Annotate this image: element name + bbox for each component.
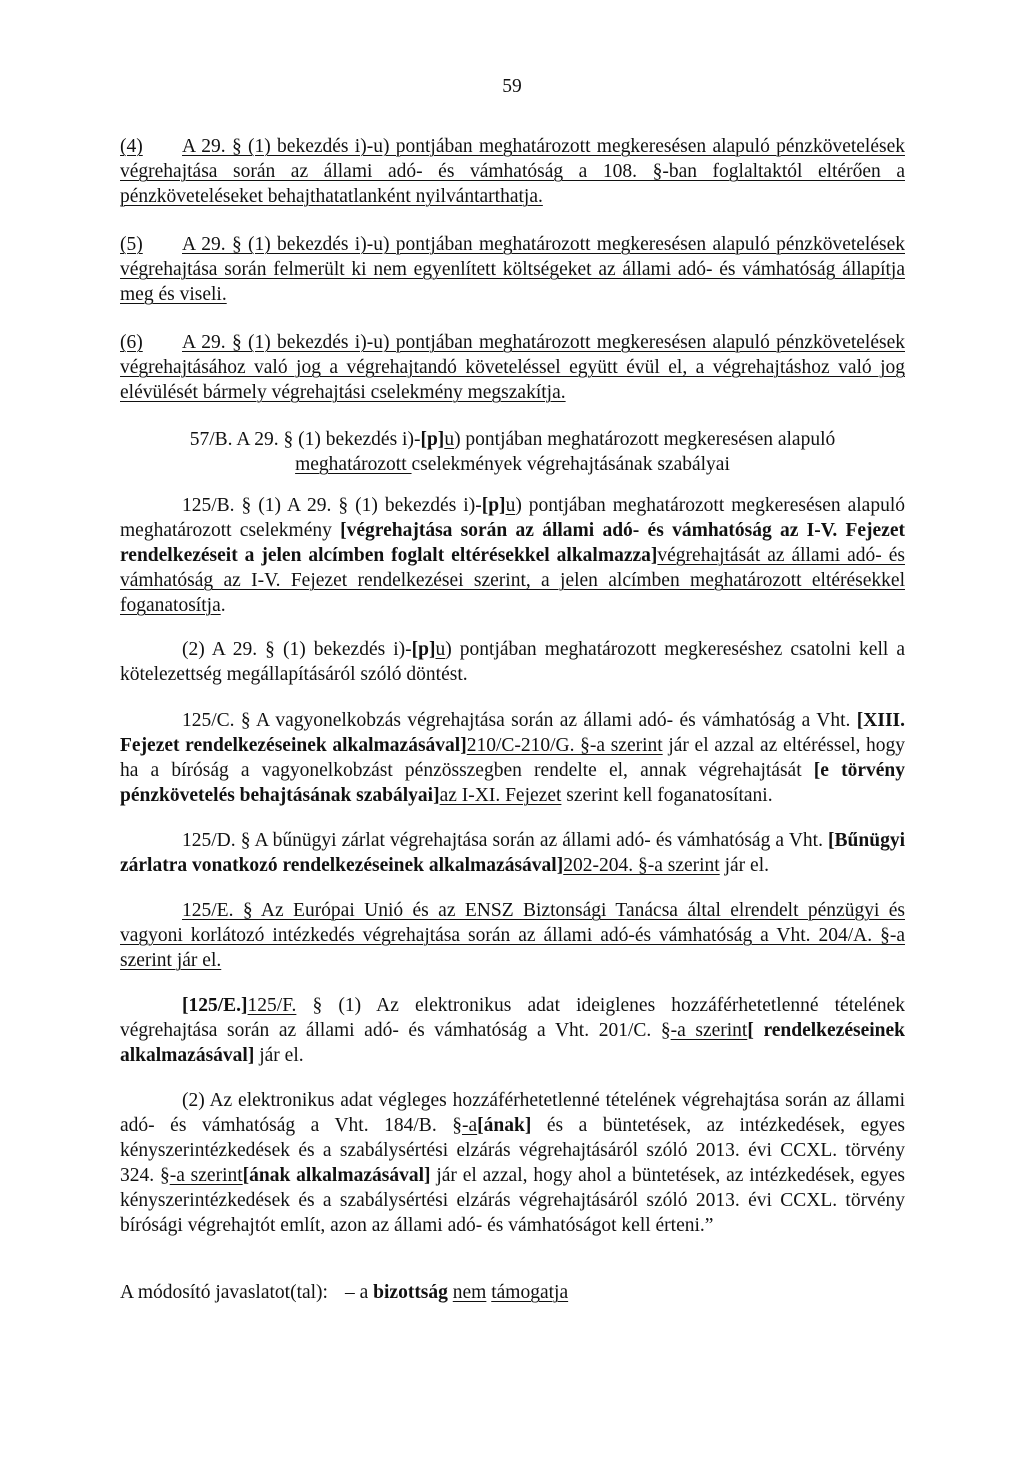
deleted-text: [Bűnügyi zárlatra vonatkozó rendelkezéseinek alkalmazásával] (120, 830, 905, 876)
deleted-text: [végrehajtása során az állami adó- és vámhatóság az I-V. Fejezet rendelkezéseit a jelen alcímben foglalt eltérésekkel alkalmazza] (120, 520, 905, 566)
section-125e (120, 898, 905, 973)
opinion-label: A módosító javaslatot(tal): (120, 1282, 328, 1303)
paragraph-number: (5) (120, 234, 143, 255)
deleted-text: [XIII. Fejezet rendelkezéseinek alkalmazásával] (120, 710, 905, 756)
inserted-text: -a szerint (169, 1165, 243, 1186)
section-125b-2: (2) A 29. § (1) bekezdés i)-[p]u) pontjában meghatározott megkereséshez csatolni kell a kötelezettség megállapításáról szóló döntést. (120, 639, 905, 685)
deleted-text: [125/E.] (182, 995, 248, 1016)
committee-opinion (120, 1280, 905, 1305)
deleted-text: [p] (411, 639, 436, 660)
inserted-text: -a szerint (670, 1020, 748, 1041)
paragraph-number: (6) (120, 332, 143, 353)
paragraph-5 (120, 232, 905, 307)
inserted-text: u (505, 495, 516, 516)
deleted-text: [p] (420, 429, 445, 450)
inserted-text: u (435, 639, 446, 660)
section-125f: [125/E.]125/F. § (1) Az elektronikus adat ideiglenes hozzáférhetetlenné tételének végrehajtása során az állami adó- és vámhatóság a Vht. 201/C. §-a szerint[ rendelkezéseinek alkalmazásával] jár el. (120, 995, 906, 1066)
section-125d: 125/D. § A bűnügyi zárlat végrehajtása során az állami adó- és vámhatóság a Vht. [Bűnügyi zárlatra vonatkozó rendelkezéseinek alkalmazásával]202-204. §-a szerint jár el. (120, 830, 905, 876)
paragraph-6 (120, 330, 905, 405)
inserted-text: 210/C-210/G. §-a szerint (466, 735, 663, 756)
inserted-text: 202-204. §-a szerint (563, 855, 720, 876)
inserted-text: meghatározott (295, 454, 412, 475)
paragraph-text: A 29. § (1) bekezdés i)-u) pontjában meghatározott megkeresésen alapuló pénzkövetelések végrehajtásához való jog a végrehajtandó követeléssel együtt évül el, a végrehajtáshoz való jog elévülését bármely végrehajtási cselekmény megszakítja. (120, 332, 905, 403)
inserted-text: 125/E. § Az Európai Unió és az ENSZ Biztonsági Tanácsa által elrendelt pénzügyi és vagyoni korlátozó intézkedés végrehajtása során az állami adó-és vámhatóság a Vht. 204/A. §-a szerint jár el. (120, 900, 905, 971)
section-125b: 125/B. § (1) A 29. § (1) bekezdés i)-[p]u) pontjában meghatározott megkeresésen alapuló meghatározott cselekmény [végrehajtása során az állami adó- és vámhatóság az I-V. Fejezet rendelkezéseit a jelen alcímben foglalt eltérésekkel alkalmazza]végrehajtását az állami adó- és vámhatóság az I-V. Fejezet rendelkezései szerint, a jelen alcímben meghatározott eltérésekkel foganatosítja. (120, 495, 906, 616)
page-number: 59 (502, 76, 522, 97)
paragraph-text: A 29. § (1) bekezdés i)-u) pontjában meghatározott megkeresésen alapuló pénzkövetelések végrehajtása során az állami adó- és vámhatóság a 108. §-ban foglaltaktól eltérően a pénzköveteléseket behajthatatlanként nyilvántarthatja. (120, 136, 905, 207)
inserted-text: végrehajtását az állami adó- és vámhatóság az I-V. Fejezet rendelkezései szerint, a jelen alcímben meghatározott eltérésekkel foganatosítja (120, 545, 905, 616)
section-125c: 125/C. § A vagyonelkobzás végrehajtása során az állami adó- és vámhatóság a Vht. [XIII. Fejezet rendelkezéseinek alkalmazásával]210/C-210/G. §-a szerint jár el azzal az eltéréssel, hogy ha a bíróság a vagyonelkobzást pénzösszegben rendelte el, annak végrehajtását [e törvény pénzkövetelés behajtásának szabályai]az I-XI. Fejezet szerint kell foganatosítani. (120, 710, 906, 806)
subtitle-heading: 57/B. A 29. § (1) bekezdés i)-[p]u) pontjában meghatározott megkeresésen alapuló meghatározott cselekmények végrehajtásának szabályai (189, 429, 836, 475)
deleted-text: [ának alkalmazásával] (242, 1165, 431, 1186)
inserted-text: -a (461, 1115, 478, 1136)
deleted-text: [ának] (477, 1115, 532, 1136)
deleted-text: [p] (481, 495, 506, 516)
inserted-text: u (444, 429, 455, 450)
paragraph-text: A 29. § (1) bekezdés i)-u) pontjában meghatározott megkeresésen alapuló pénzkövetelések végrehajtása során felmerült ki nem egyenlített költségeket az állami adó- és vámhatóság állapítja meg és viseli. (120, 234, 905, 305)
deleted-text: [e törvény pénzkövetelés behajtásának szabályai] (120, 760, 905, 806)
deleted-text: [ rendelkezéseinek alkalmazásával] (120, 1020, 906, 1066)
inserted-text: az I-XI. Fejezet (439, 785, 562, 806)
paragraph-4 (120, 134, 905, 209)
opinion-value: – a bizottság nem támogatja (345, 1282, 569, 1303)
paragraph-number: (4) (120, 136, 143, 157)
inserted-text: 125/F. (247, 995, 297, 1016)
section-125f-2: (2) Az elektronikus adat végleges hozzáférhetetlenné tételének végrehajtása során az állami adó- és vámhatóság a Vht. 184/B. §-a[ának] és a büntetések, az intézkedések, egyes kényszerintézkedések és a szabálysértési elzárás végrehajtásáról szóló 2013. évi CCXL. törvény 324. §-a szerint[ának alkalmazásával] jár el azzal, hogy ahol a büntetések, az intézkedések, egyes kényszerintézkedések és a szabálysértési elzárás végrehajtásáról szóló 2013. évi CCXL. törvény bírósági végrehajtót említ, azon az állami adó- és vámhatóságot kell érteni.” (120, 1090, 906, 1236)
